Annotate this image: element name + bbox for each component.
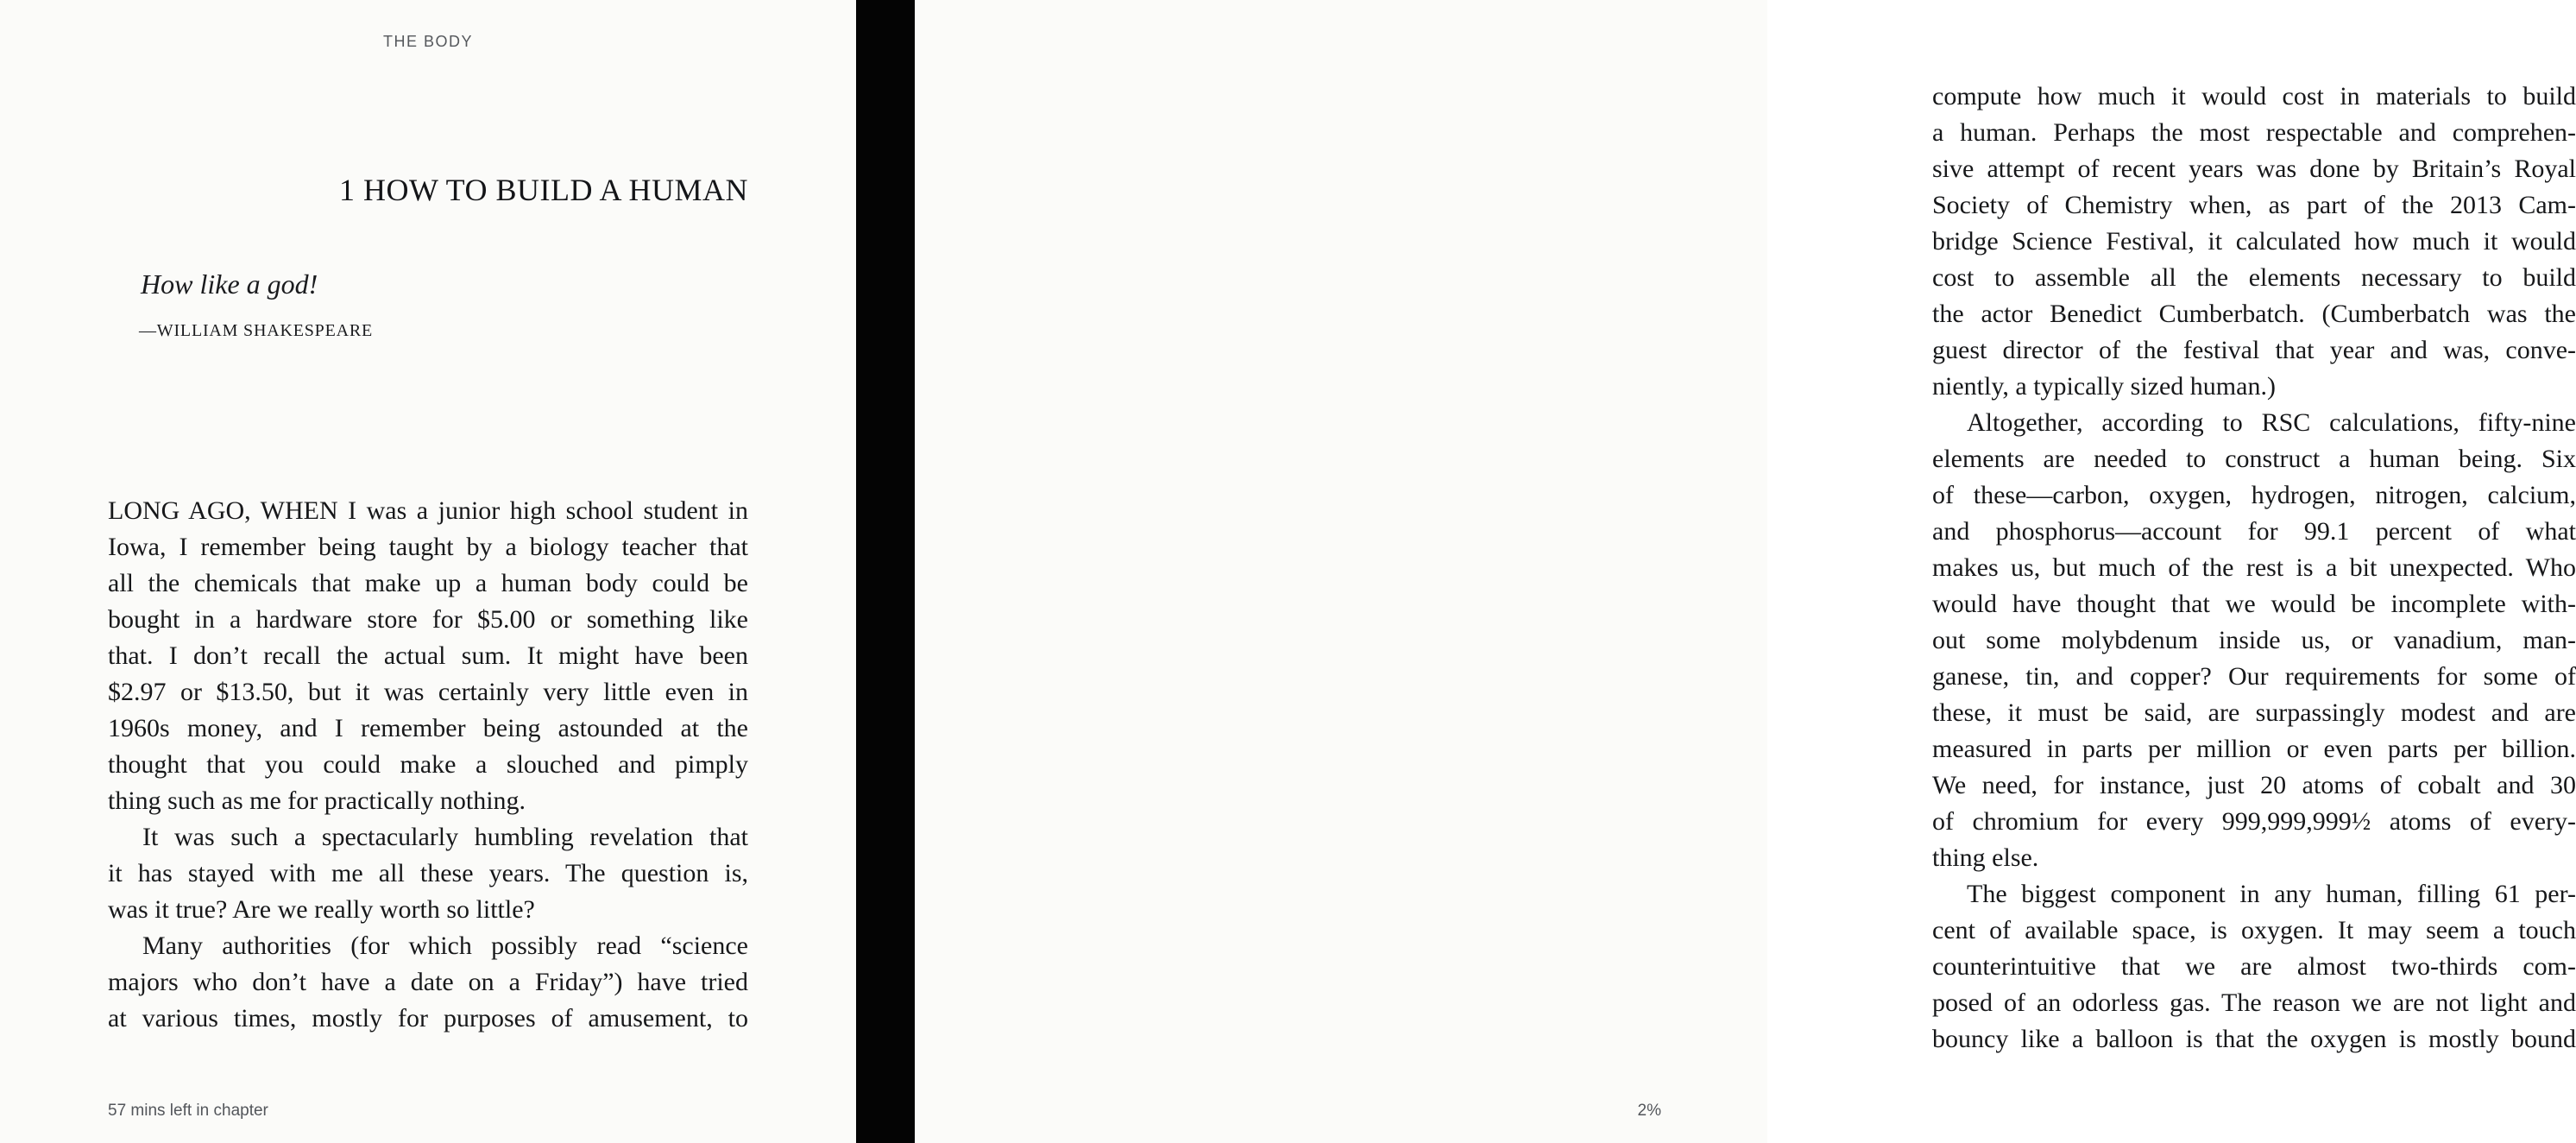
running-header: THE BODY bbox=[382, 33, 473, 50]
text-line: bouncy like a balloon is that the oxygen is mostly bound bbox=[1932, 1025, 2576, 1053]
left-page[interactable] bbox=[0, 0, 856, 1143]
text-line: ganese, tin, and copper? Our requirements for some of bbox=[1932, 662, 2576, 691]
text-line: all the chemicals that make up a human body could be bbox=[108, 569, 748, 597]
text-line: it has stayed with me all these years. The question is, bbox=[108, 859, 748, 887]
text-line: bridge Science Festival, it calculated how much it would bbox=[1932, 227, 2576, 256]
reading-progress-percent[interactable]: 2% bbox=[1637, 1102, 1661, 1120]
text-line: LONG AGO, WHEN I was a junior high school student in bbox=[108, 496, 748, 525]
text-line: The biggest component in any human, filling 61 per- bbox=[1967, 880, 2576, 908]
epigraph: How like a god! bbox=[141, 268, 318, 300]
text-line: majors who don’t have a date on a Friday”) have tried bbox=[108, 968, 748, 996]
text-line: thought that you could make a slouched and pimply bbox=[108, 750, 748, 779]
right-page[interactable] bbox=[915, 0, 2576, 1143]
text-line: niently, a typically sized human.) bbox=[1932, 372, 2276, 401]
text-line: that. I don’t recall the actual sum. It might have been bbox=[108, 641, 748, 670]
text-line: of chromium for every 999,999,999½ atoms of every- bbox=[1932, 807, 2576, 836]
text-line: and phosphorus—account for 99.1 percent of what bbox=[1932, 517, 2576, 546]
text-line: Iowa, I remember being taught by a biology teacher that bbox=[108, 533, 748, 561]
text-line: sive attempt of recent years was done by Britain’s Royal bbox=[1932, 155, 2576, 183]
text-line: a human. Perhaps the most respectable and comprehen- bbox=[1932, 118, 2576, 147]
text-line: of these—carbon, oxygen, hydrogen, nitrogen, calcium, bbox=[1932, 481, 2576, 509]
text-line: $2.97 or $13.50, but it was certainly very little even in bbox=[108, 678, 748, 706]
text-line: posed of an odorless gas. The reason we are not light and bbox=[1932, 988, 2576, 1017]
page-gutter-divider bbox=[856, 0, 915, 1143]
time-left-in-chapter[interactable]: 57 mins left in chapter bbox=[108, 1102, 268, 1120]
text-line: We need, for instance, just 20 atoms of cobalt and 30 bbox=[1932, 771, 2576, 799]
text-line: would have thought that we would be incomplete with- bbox=[1932, 590, 2576, 618]
left-page-body-text bbox=[108, 493, 748, 1037]
text-line: the actor Benedict Cumberbatch. (Cumberbatch was the bbox=[1932, 300, 2576, 328]
text-line: It was such a spectacularly humbling revelation that bbox=[142, 823, 748, 851]
text-line: thing such as me for practically nothing. bbox=[108, 786, 526, 815]
text-line: bought in a hardware store for $5.00 or something like bbox=[108, 605, 748, 634]
text-line: was it true? Are we really worth so little? bbox=[108, 895, 535, 924]
text-line: measured in parts per million or even parts per billion. bbox=[1932, 735, 2576, 763]
text-line: compute how much it would cost in materials to build bbox=[1932, 82, 2576, 111]
text-line: makes us, but much of the rest is a bit unexpected. Who bbox=[1932, 553, 2576, 582]
text-line: cent of available space, is oxygen. It may seem a touch bbox=[1932, 916, 2576, 944]
text-line: elements are needed to construct a human being. Six bbox=[1932, 445, 2576, 473]
text-line: these, it must be said, are surpassingly modest and are bbox=[1932, 698, 2576, 727]
text-line: at various times, mostly for purposes of amusement, to bbox=[108, 1004, 748, 1032]
epigraph-attribution: —WILLIAM SHAKESPEARE bbox=[139, 321, 373, 340]
text-line: thing else. bbox=[1932, 843, 2039, 872]
text-line: guest director of the festival that year and was, conve- bbox=[1932, 336, 2576, 364]
right-page-body-text bbox=[1932, 79, 2576, 1058]
text-line: 1960s money, and I remember being astounded at the bbox=[108, 714, 748, 742]
text-line: Society of Chemistry when, as part of the 2013 Cam- bbox=[1932, 191, 2576, 219]
chapter-title: 1 HOW TO BUILD A HUMAN bbox=[338, 173, 748, 207]
text-line: Many authorities (for which possibly read “science bbox=[142, 931, 748, 960]
text-line: out some molybdenum inside us, or vanadium, man- bbox=[1932, 626, 2576, 654]
text-line: cost to assemble all the elements necessary to build bbox=[1932, 263, 2576, 292]
text-line: Altogether, according to RSC calculations, fifty-nine bbox=[1967, 408, 2576, 437]
text-line: counterintuitive that we are almost two-thirds com- bbox=[1932, 952, 2576, 981]
